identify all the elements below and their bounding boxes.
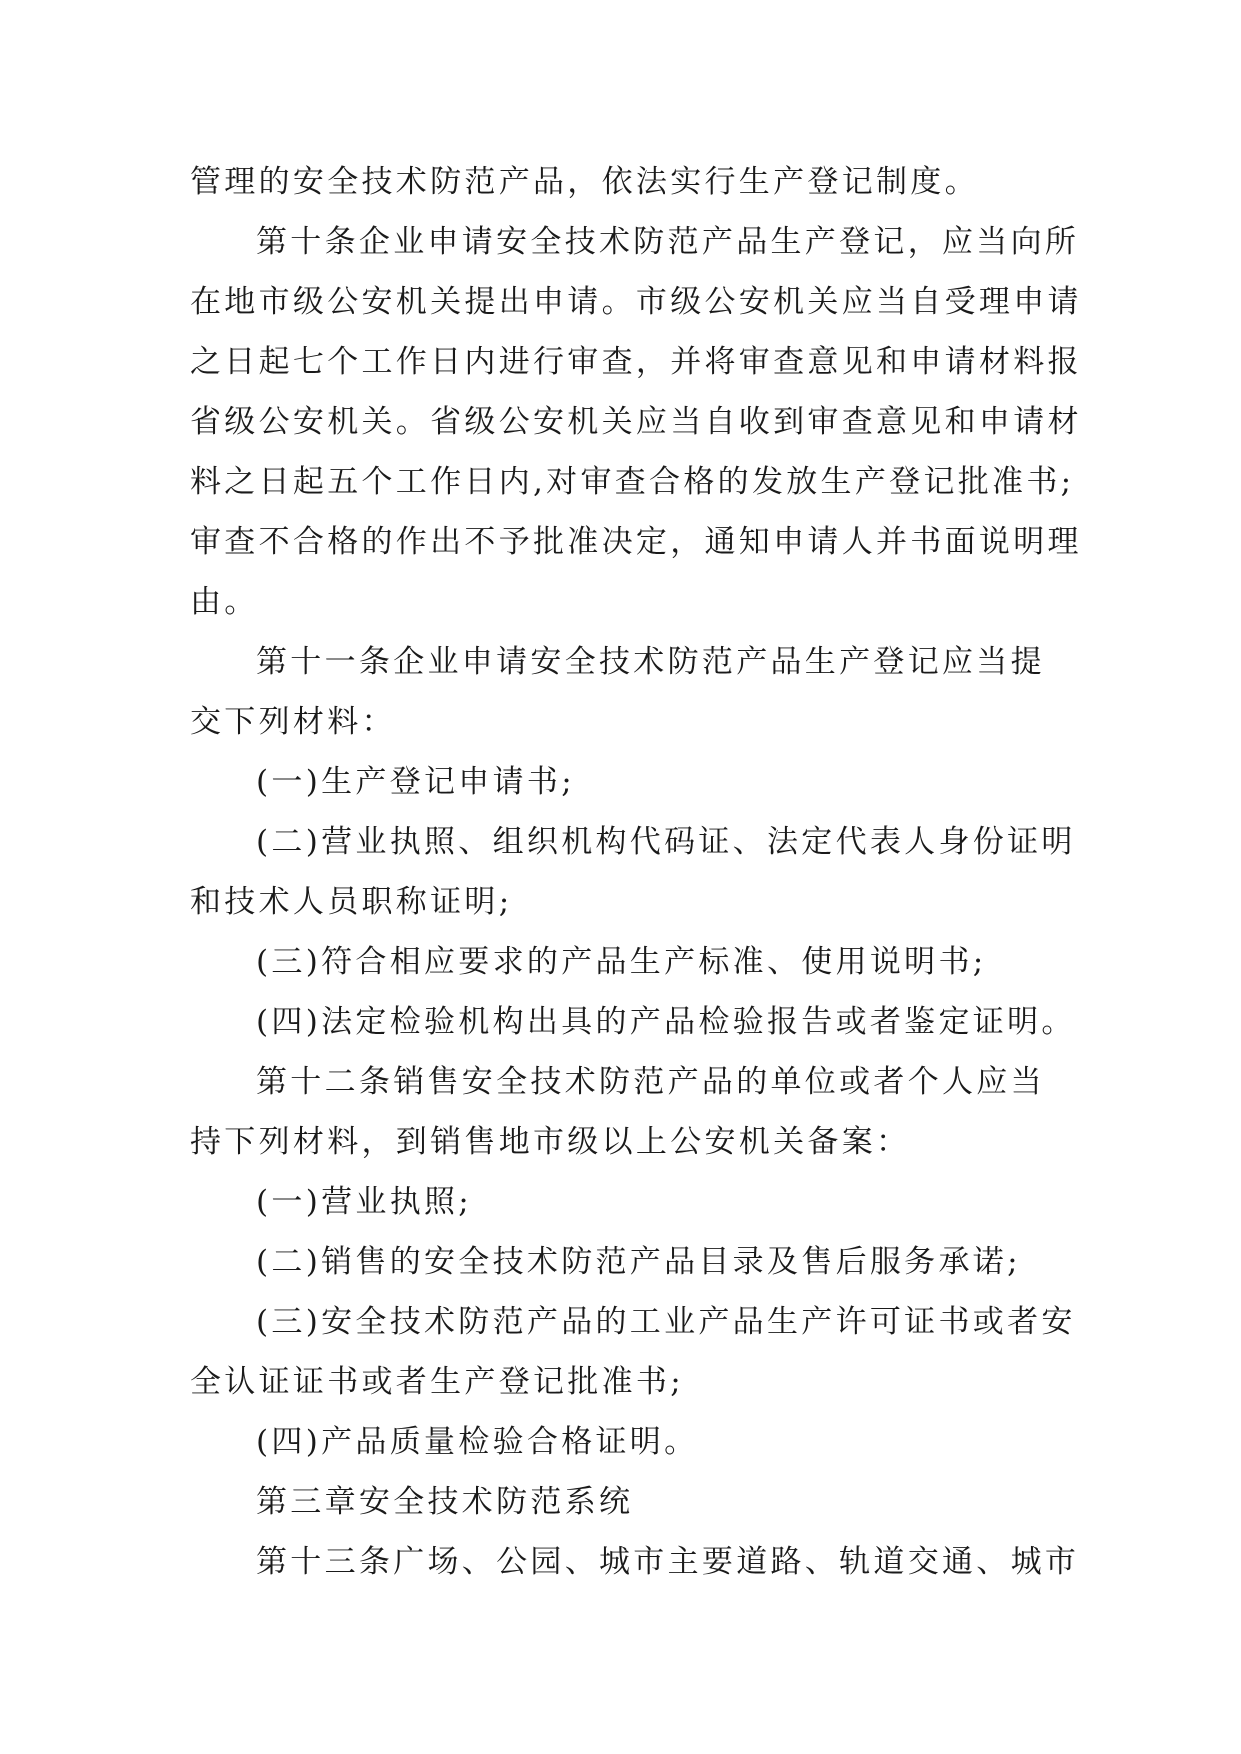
text-line-1: 管理的安全技术防范产品，依法实行生产登记制度。 xyxy=(190,164,979,200)
text-line-6: 料之日起五个工作日内,对审查合格的发放生产登记批准书; xyxy=(190,464,1075,500)
text-line-5: 省级公安机关。省级公安机关应当自收到审查意见和申请材 xyxy=(190,404,1082,440)
text-line-8: 由。 xyxy=(190,584,259,620)
article-10-heading-line: 第十条企业申请安全技术防范产品生产登记，应当向所 xyxy=(256,224,1080,260)
text-line-4: 之日起七个工作日内进行审查，并将审查意见和申请材料报 xyxy=(190,344,1082,380)
chapter-3-heading: 第三章安全技术防范系统 xyxy=(256,1484,634,1520)
document-body xyxy=(190,152,1082,1592)
list-item-3: (三)安全技术防范产品的工业产品生产许可证书或者安 xyxy=(256,1304,1076,1340)
list-item-4: (四)法定检验机构出具的产品检验报告或者鉴定证明。 xyxy=(256,1004,1076,1040)
article-12-heading-line: 第十二条销售安全技术防范产品的单位或者个人应当 xyxy=(256,1064,1045,1100)
article-11-heading-line: 第十一条企业申请安全技术防范产品生产登记应当提 xyxy=(256,644,1045,680)
list-item-2: (二)销售的安全技术防范产品目录及售后服务承诺; xyxy=(256,1244,1021,1280)
text-line-7: 审查不合格的作出不予批准决定，通知申请人并书面说明理 xyxy=(190,524,1082,560)
list-item-2-continued: 和技术人员职称证明; xyxy=(190,884,513,920)
list-item-4: (四)产品质量检验合格证明。 xyxy=(256,1424,699,1460)
list-item-1: (一)生产登记申请书; xyxy=(256,764,575,800)
text-line-10: 交下列材料： xyxy=(190,704,396,740)
text-line-17: 持下列材料，到销售地市级以上公安机关备案： xyxy=(190,1124,911,1160)
article-13-heading-line: 第十三条广场、公园、城市主要道路、轨道交通、城市 xyxy=(256,1544,1080,1580)
list-item-3-continued: 全认证证书或者生产登记批准书; xyxy=(190,1364,684,1400)
list-item-2: (二)营业执照、组织机构代码证、法定代表人身份证明 xyxy=(256,824,1076,860)
list-item-3: (三)符合相应要求的产品生产标准、使用说明书; xyxy=(256,944,987,980)
text-line-3: 在地市级公安机关提出申请。市级公安机关应当自受理申请 xyxy=(190,284,1082,320)
list-item-1: (一)营业执照; xyxy=(256,1184,473,1220)
